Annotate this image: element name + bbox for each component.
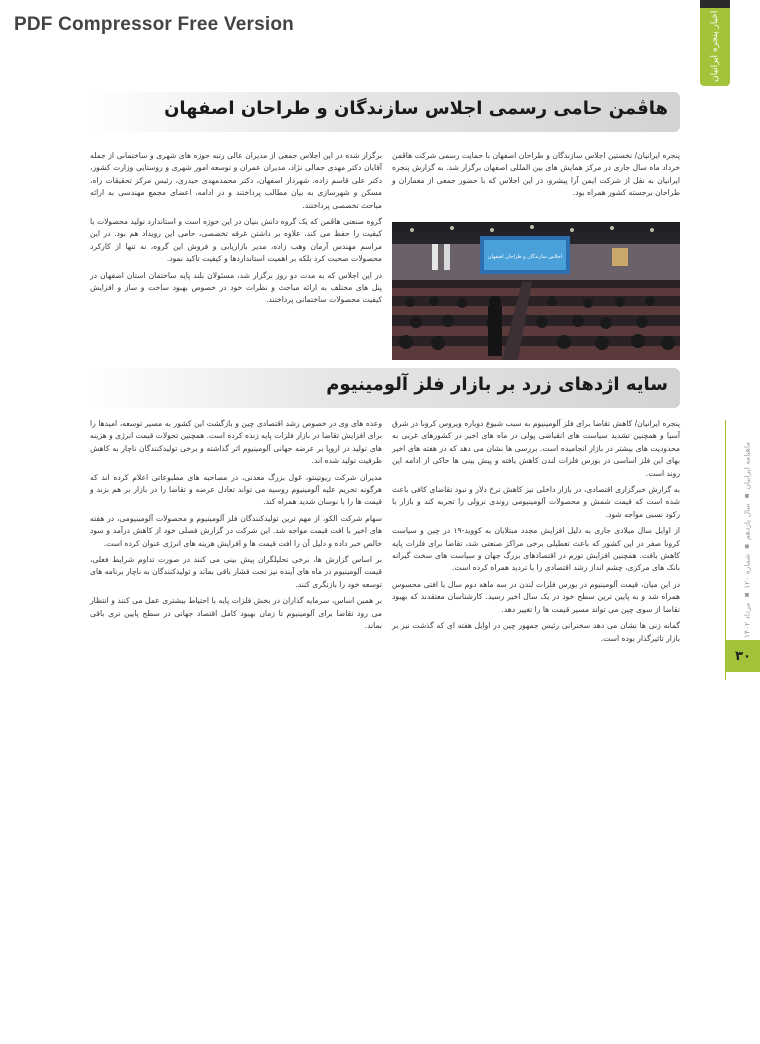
article2-paragraph: از اوایل سال میلادی جاری به دلیل افزایش مجدد مبتلایان به کووید-۱۹ در چین و سیاست کرونا صفر در این کشور که باعث تعطیلی برخی مراکز صنعتی شد، تقاضا برای فلزات پایه کاهش یافت. همچنین افزایش تورم در اقتصادهای بزرگ جهان و سیاست های سخت گیرانه بانک های مرکزی، چشم انداز رشد اقتصادی را با تردید همراه کرده است. (392, 526, 680, 573)
article1-paragraph: در این اجلاس که به مدت دو روز برگزار شد، مسئولان بلند پایه ساختمان استان اصفهان در پنل های مختلف به ارائه مباحث و نظرات خود در خصوص بهبود ساخت و ساز و افزایش کیفیت محصولات ساختمانی پرداختند. (90, 270, 382, 305)
article2-paragraph: وعده های وی در خصوص رشد اقتصادی چین و بازگشت این کشور به مسیر توسعه، امیدها را برای افزایش تقاضا در بازار فلزات پایه زنده کرده است. همچنین تحولات قیمت انرژی و هزینه های تولید در اروپا بر عرضه جهانی آلومینیوم اثر گذاشته و برخی تولیدکنندگان ناچار به کاهش ظرفیت تولید شده اند. (89, 419, 382, 466)
article1-paragraph: برگزار شده در این اجلاس جمعی از مدیران عالی رتبه حوزه های شهری و ساختمانی از جمله آقایان دکتر مهدی جمالی نژاد، مدیران عمران و توسعه امور شهری و روستایی وزارت کشور، دکتر علی قاسم زاده، شهردار اصفهان، دکتر محمدمهدی حیدری، رئیس مرکز تحقیقات راه، مسکن و شهرسازی به بیان مطالب پرداختند و در ادامه، اعضای مجمع مهندسی به ارائه مباحث تخصصی پرداختند. (90, 151, 382, 210)
article1-paragraph: پنجره ایرانیان/ نخستین اجلاس سازندگان و طراحان اصفهان با حمایت رسمی شرکت هاڤمن خرداد ماه سال جاری در مرکز همایش های بین المللی اصفهان برگزار شد. به گزارش پنجره ایرانیان به نقل از شرکت ایمن آرا پیشرو، در این اجلاس که با حضور جمعی از معماران و طراحان برجسته کشور همراه بود. (392, 151, 680, 198)
conference-photo-illustration (392, 222, 680, 360)
article2-paragraph: در این میان، قیمت آلومینیوم در بورس فلزات لندن در سه ماهه دوم سال با افتی محسوس همراه شد و به پایین ترین سطح خود در یک سال اخیر رسید. کارشناسان معتقدند که بهبود تقاضا از سوی چین می تواند مسیر قیمت ها را تغییر دهد. (392, 579, 680, 614)
article2-headline-bar (88, 368, 680, 408)
article2-paragraph: بر همین اساس، سرمایه گذاران در بخش فلزات پایه با احتیاط بیشتری عمل می کنند و انتظار می رود تقاضا برای آلومینیوم تا زمان بهبود کامل اقتصاد جهانی در سطح پایین تری باقی بماند. (90, 596, 382, 631)
side-tab-label: اخبار پنجره ایرانیان (710, 10, 720, 82)
article1-headline-bar (88, 92, 680, 132)
article1-right-column (392, 150, 680, 204)
conference-photo (392, 222, 680, 360)
article2-title: سایه اژدهای زرد بر بازار فلز آلومینیوم (326, 374, 668, 395)
article2-paragraph: مدیران شرکت ریوتینتو، غول بزرگ معدنی، در مصاحبه های مطبوعاتی اعلام کرده اند که هرگونه تحریم علیه آلومینیوم روسیه می تواند تعادل عرضه و تقاضا را در بازار بر هم بزند و قیمت ها را با نوسان شدید همراه کند. (90, 472, 382, 507)
article2-paragraph: سهام شرکت الکو، از مهم ترین تولیدکنندگان فلز آلومینیوم و محصولات آلومینیومی، در هفته های اخیر با افت قیمت مواجه شد. این شرکت در گزارش فصلی خود از کاهش درآمد و سود خالص خبر داده و دلیل آن را افت قیمت ها و افزایش هزینه های انرژی عنوان کرده است. (90, 513, 382, 548)
page-number: ۳۰ (726, 640, 760, 672)
article2-paragraph: بر اساس گزارش ها، برخی تحلیلگران پیش بینی می کنند در صورت تداوم شرایط فعلی، قیمت آلومینیوم در ماه های آینده نیز تحت فشار باقی بماند و تولیدکنندگان به ناچار برنامه های توسعه خود را بازنگری کنند. (90, 555, 382, 589)
watermark: PDF Compressor Free Version (14, 14, 294, 35)
running-footer: ماهنامه ایرانیان ▪ سال یازدهم ▪ شماره ۱۲۰ ▪ مرداد ۱۴۰۲ (742, 441, 752, 639)
article1-title: هاڤمن حامی رسمی اجلاس سازندگان و طراحان اصفهان (164, 98, 668, 119)
article2-left-column (90, 418, 382, 637)
article2-paragraph: گمانه زنی ها نشان می دهد سخنرانی رئیس جمهور چین در اوایل هفته ای که گذشت نیز بر بازار تاثیرگذار بوده است. (392, 621, 680, 643)
article1-paragraph: گروه صنعتی هاڤمن که یک گروه دانش بنیان در این حوزه است و استاندارد تولید محصولات با کیفیت را حفظ می کند، علاوه بر داشتن غرفه تخصصی، حامی این رویداد هم بود. در این مراسم مهندس آرمان وهب زاده، مدیر بازاریابی و فروش این گروه، نه تنها از کارکرد محصولات صحبت کرد بلکه بر اهمیت استانداردها و کیفیت تاکید نمود. (90, 217, 382, 264)
article1-left-column (90, 150, 382, 311)
screen-text: اجلاس سازندگان و طراحان اصفهان (487, 254, 563, 260)
article2-paragraph: به گزارش خبرگزاری اقتصادی، در بازار داخلی نیز کاهش نرخ دلار و نبود تقاضای کافی باعث شده است که قیمت شمش و محصولات آلومینیومی روندی نزولی را تجربه کند و بازار با رکود نسبی مواجه شود. (392, 485, 680, 519)
side-tab-cap (700, 0, 730, 8)
article2-right-column (392, 418, 680, 649)
article2-paragraph: پنجره ایرانیان/ کاهش تقاضا برای فلز آلومینیوم به سبب شیوع دوباره ویروس کرونا در شرق آسیا و همچنین تشدید سیاست های انقباضی پولی در ماه های اخیر در کشورهای غربی به محدودیت های بیشتر در بازار انجامیده است. بررسی ها نشان می دهد که در هفته های اخیر بهای این فلز اساسی در بورس فلزات لندن کاهش یافته و پیش بینی ها حاکی از ادامه این روند است. (392, 419, 680, 478)
